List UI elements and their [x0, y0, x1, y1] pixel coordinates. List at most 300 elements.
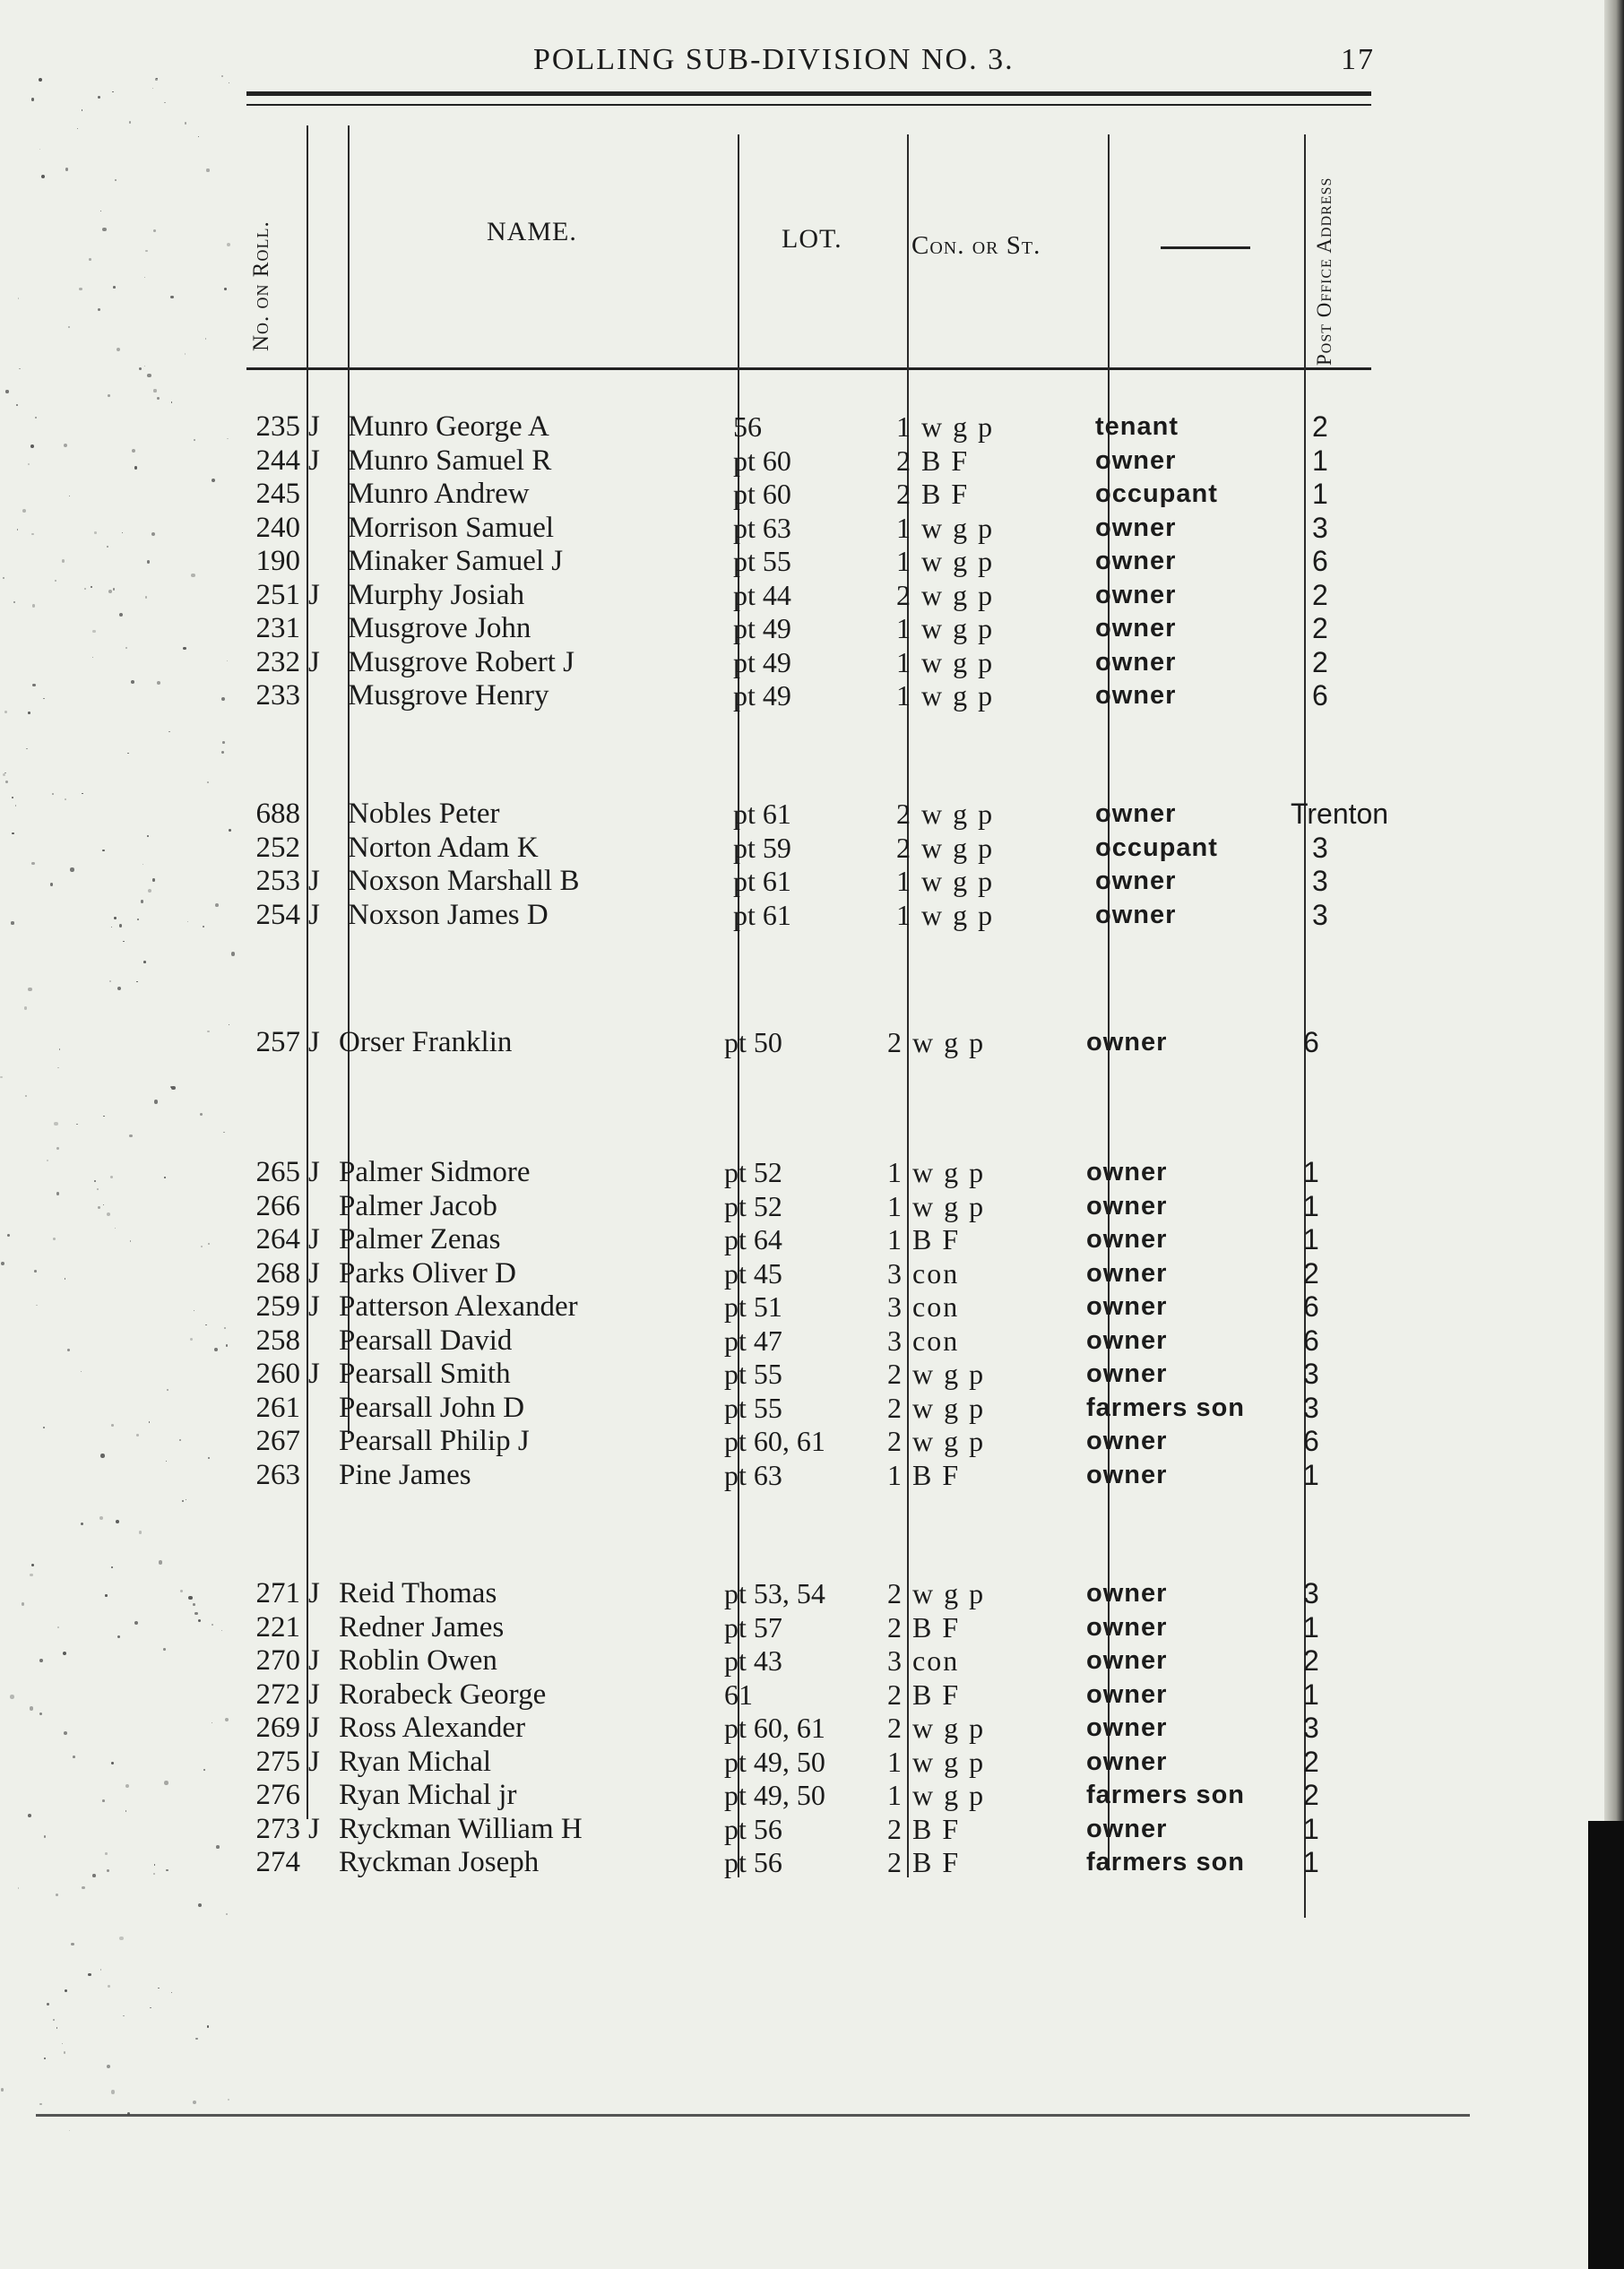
- speck: [145, 250, 147, 252]
- speck: [30, 444, 34, 448]
- speck: [139, 1531, 142, 1533]
- speck: [134, 466, 137, 469]
- voter-name: Roblin Owen: [339, 1644, 497, 1677]
- speck: [3, 773, 5, 776]
- voter-name: Pearsall David: [339, 1324, 513, 1357]
- speck: [39, 149, 40, 150]
- voter-name: Palmer Zenas: [339, 1223, 501, 1255]
- roll-number: 221: [255, 1610, 300, 1644]
- juror-mark: J: [308, 1577, 320, 1609]
- post-office: 2: [1303, 1745, 1319, 1778]
- lot: 56: [733, 410, 762, 443]
- voter-name: Palmer Sidmore: [339, 1156, 531, 1188]
- speck: [129, 1134, 133, 1138]
- roll-number: 231: [255, 612, 300, 644]
- speck: [28, 463, 30, 465]
- speck: [201, 1246, 203, 1247]
- roll-number: 240: [255, 511, 300, 544]
- concession: 2 B F: [896, 478, 970, 510]
- voter-name: Pearsall John D: [339, 1391, 525, 1424]
- speck: [127, 2112, 130, 2115]
- post-office: 1: [1303, 1458, 1319, 1491]
- speck: [117, 1635, 120, 1638]
- concession: 2 B F: [887, 1846, 961, 1878]
- speck: [141, 900, 144, 903]
- concession: 3 con: [887, 1324, 960, 1357]
- post-office: 1: [1312, 444, 1328, 477]
- juror-mark: J: [308, 1678, 320, 1711]
- speck: [98, 1206, 100, 1209]
- speck: [171, 1086, 175, 1090]
- lot: pt 55: [724, 1391, 782, 1424]
- concession: 1 w g p: [896, 511, 995, 544]
- speck: [12, 797, 13, 798]
- speck: [168, 731, 169, 732]
- speck: [227, 438, 228, 439]
- concession: 2 w g p: [896, 578, 995, 611]
- roll-number: 253: [255, 865, 300, 897]
- column-header-post-office: Post Office Address: [1313, 177, 1335, 366]
- speck: [214, 1348, 218, 1351]
- status: owner: [1095, 445, 1177, 475]
- speck: [99, 1516, 103, 1520]
- roll-number: 244: [255, 444, 300, 477]
- lot: pt 49, 50: [724, 1745, 825, 1778]
- status: owner: [1086, 1292, 1168, 1321]
- status: owner: [1095, 547, 1177, 575]
- speck: [108, 1985, 110, 1988]
- speck: [115, 179, 117, 181]
- speck: [107, 1212, 110, 1216]
- concession: 2 B F: [887, 1610, 961, 1644]
- speck: [52, 793, 54, 795]
- speck: [194, 439, 195, 441]
- juror-mark: J: [308, 1026, 320, 1058]
- speck: [59, 1048, 60, 1049]
- speck: [221, 751, 224, 754]
- juror-mark: J: [308, 1812, 320, 1845]
- speck: [149, 1421, 151, 1423]
- lot: pt 50: [724, 1026, 782, 1058]
- speck: [100, 1969, 102, 1971]
- column-header-lot: LOT.: [782, 224, 842, 254]
- speck: [143, 961, 146, 963]
- concession: 1 B F: [887, 1458, 961, 1491]
- speck: [157, 681, 160, 685]
- post-office: Trenton: [1291, 798, 1389, 830]
- status: occupant: [1095, 479, 1218, 508]
- speck: [56, 1192, 59, 1195]
- speck: [16, 404, 17, 405]
- speck: [193, 2101, 196, 2104]
- speck: [79, 288, 82, 290]
- speck: [198, 1619, 201, 1622]
- speck: [185, 353, 186, 355]
- speck: [88, 1973, 91, 1977]
- speck: [153, 1873, 155, 1875]
- voter-name: Ryan Michal: [339, 1745, 492, 1778]
- speck: [13, 601, 16, 604]
- status: owner: [1095, 867, 1177, 895]
- juror-mark: J: [308, 578, 320, 611]
- speck: [227, 660, 228, 661]
- speck: [103, 1204, 104, 1205]
- speck: [125, 1810, 127, 1812]
- speck: [148, 889, 151, 893]
- speck: [227, 243, 230, 246]
- speck: [103, 1116, 104, 1117]
- speck: [39, 1659, 43, 1662]
- lot: pt 60, 61: [724, 1425, 825, 1457]
- lot: pt 52: [724, 1156, 782, 1188]
- speck: [100, 1454, 104, 1457]
- speck: [113, 286, 116, 289]
- speck: [17, 529, 19, 531]
- speck: [39, 2103, 42, 2106]
- speck: [47, 2003, 49, 2006]
- page-title: POLLING SUB-DIVISION NO. 3.: [533, 43, 1015, 76]
- status: owner: [1086, 1258, 1168, 1288]
- roll-number: 268: [255, 1256, 300, 1290]
- post-office: 3: [1312, 898, 1328, 931]
- speck: [164, 102, 165, 103]
- speck: [198, 136, 199, 137]
- speck: [113, 588, 115, 590]
- speck: [98, 96, 100, 99]
- roll-number: 274: [255, 1846, 300, 1878]
- speck: [36, 1305, 37, 1306]
- speck: [62, 2043, 63, 2044]
- speck: [76, 1124, 77, 1125]
- speck: [82, 109, 83, 111]
- lot: pt 49: [733, 679, 791, 712]
- concession: 2 B F: [887, 1678, 961, 1711]
- post-office: 1: [1303, 1812, 1319, 1845]
- speck: [207, 2025, 209, 2027]
- juror-mark: J: [308, 1223, 320, 1255]
- roll-number: 259: [255, 1290, 300, 1323]
- speck: [39, 1713, 42, 1715]
- speck: [111, 1566, 113, 1568]
- concession: 2 w g p: [896, 831, 995, 864]
- post-office: 3: [1303, 1712, 1319, 1744]
- roll-number: 265: [255, 1156, 300, 1188]
- voter-name: Pine James: [339, 1458, 471, 1491]
- speck: [56, 1894, 58, 1896]
- post-office: 1: [1303, 1678, 1319, 1711]
- speck: [152, 878, 156, 882]
- voter-name: Noxson Marshall B: [348, 865, 580, 897]
- speck: [92, 1874, 96, 1877]
- post-office: 2: [1303, 1779, 1319, 1811]
- status: farmers son: [1086, 1781, 1246, 1809]
- speck: [190, 1338, 193, 1341]
- speck: [97, 1188, 99, 1190]
- concession: 3 con: [887, 1644, 960, 1677]
- speck: [111, 1424, 114, 1427]
- speck: [221, 75, 223, 77]
- speck: [206, 168, 209, 171]
- speck: [193, 1603, 195, 1606]
- speck: [119, 1937, 123, 1940]
- roll-number: 688: [255, 798, 300, 830]
- speck: [205, 338, 206, 339]
- lot: pt 51: [724, 1290, 782, 1323]
- lot: pt 55: [733, 545, 791, 577]
- status: owner: [1086, 1713, 1168, 1742]
- lot: 61: [724, 1678, 753, 1711]
- lot: pt 56: [724, 1846, 782, 1878]
- speck: [163, 1648, 166, 1651]
- speck: [179, 1439, 182, 1442]
- lot: pt 43: [724, 1644, 782, 1677]
- speck: [155, 78, 158, 81]
- speck: [7, 1234, 10, 1237]
- roll-number: 261: [255, 1391, 300, 1424]
- post-office: 3: [1312, 511, 1328, 544]
- roll-number: 264: [255, 1223, 300, 1255]
- speck: [94, 531, 96, 533]
- speck: [15, 805, 17, 807]
- concession: 1 w g p: [887, 1779, 986, 1811]
- juror-mark: J: [308, 1256, 320, 1290]
- speck: [71, 1943, 73, 1945]
- speck: [116, 1520, 119, 1523]
- speck: [166, 1461, 167, 1462]
- speck: [195, 2038, 197, 2040]
- speck: [119, 613, 123, 617]
- speck: [107, 2065, 110, 2068]
- speck: [102, 1799, 105, 1802]
- speck: [107, 1869, 109, 1872]
- speck: [65, 798, 66, 800]
- speck: [117, 987, 121, 990]
- speck: [102, 850, 105, 852]
- status: owner: [1095, 513, 1177, 542]
- lot: pt 60: [733, 478, 791, 510]
- lot: pt 47: [724, 1324, 782, 1357]
- speck: [102, 228, 106, 231]
- speck: [35, 417, 37, 418]
- roll-number: 232: [255, 645, 300, 678]
- status: owner: [1086, 1158, 1168, 1186]
- speck: [28, 988, 31, 991]
- speck: [84, 588, 86, 590]
- speck: [105, 1594, 107, 1596]
- status: owner: [1095, 681, 1177, 710]
- speck: [147, 374, 151, 377]
- speck: [198, 1903, 202, 1907]
- speck: [226, 1344, 229, 1347]
- post-office: 1: [1303, 1189, 1319, 1222]
- voter-name: Ross Alexander: [339, 1712, 526, 1744]
- status: owner: [1086, 1747, 1168, 1776]
- voter-name: Patterson Alexander: [339, 1290, 578, 1323]
- voter-name: Nobles Peter: [348, 798, 500, 830]
- post-office: 6: [1303, 1290, 1319, 1323]
- concession: 1 w g p: [896, 865, 995, 897]
- speck: [194, 1612, 197, 1615]
- speck: [203, 1769, 205, 1771]
- speck: [43, 1427, 45, 1428]
- lot: pt 61: [733, 798, 791, 830]
- post-office: 1: [1303, 1223, 1319, 1255]
- concession: 1 w g p: [887, 1156, 986, 1188]
- voter-name: Musgrove Henry: [348, 679, 549, 712]
- concession: 2 w g p: [887, 1026, 986, 1058]
- speck: [130, 1240, 131, 1241]
- status: owner: [1086, 1191, 1168, 1221]
- speck: [180, 1590, 183, 1592]
- roll-number: 270: [255, 1644, 300, 1677]
- concession: 2 w g p: [887, 1391, 986, 1424]
- concession: 1 w g p: [887, 1745, 986, 1778]
- speck: [1, 1262, 4, 1265]
- concession: 1 w g p: [896, 645, 995, 678]
- status: owner: [1095, 647, 1177, 677]
- speck: [18, 298, 20, 299]
- status: owner: [1086, 1427, 1168, 1455]
- speck: [225, 1718, 229, 1721]
- voter-name: Munro Samuel R: [348, 444, 552, 477]
- post-office: 6: [1303, 1425, 1319, 1457]
- page-number: 17: [1341, 43, 1375, 76]
- concession: 3 con: [887, 1290, 960, 1323]
- header-bottom-rule: [246, 367, 1371, 370]
- speck: [164, 1781, 168, 1784]
- speck: [69, 2130, 70, 2131]
- speck: [57, 1067, 58, 1068]
- speck: [81, 1523, 83, 1525]
- roll-number: 267: [255, 1425, 300, 1457]
- speck: [117, 348, 120, 351]
- speck: [57, 1626, 58, 1627]
- roll-number: 235: [255, 410, 300, 443]
- speck: [111, 1762, 114, 1764]
- post-office: 3: [1303, 1577, 1319, 1609]
- speck: [164, 1177, 165, 1178]
- speck: [125, 647, 127, 649]
- speck: [26, 748, 27, 749]
- speck: [147, 560, 151, 564]
- roll-number: 276: [255, 1779, 300, 1811]
- roll-number: 263: [255, 1458, 300, 1491]
- speck: [105, 1852, 108, 1855]
- concession: 1 B F: [887, 1223, 961, 1255]
- speck: [207, 781, 209, 783]
- speck: [30, 1706, 33, 1710]
- speck: [64, 1731, 67, 1735]
- speck: [32, 684, 35, 686]
- speck: [224, 288, 227, 290]
- lot: pt 57: [724, 1610, 782, 1644]
- post-office: 1: [1312, 478, 1328, 510]
- speck: [68, 326, 69, 327]
- concession: 2 w g p: [896, 798, 995, 830]
- voter-name: Minaker Samuel J: [348, 545, 564, 577]
- speck: [34, 1270, 37, 1273]
- speck: [47, 1160, 48, 1161]
- speck: [28, 712, 30, 714]
- lot: pt 61: [733, 865, 791, 897]
- speck: [112, 91, 114, 93]
- post-office: 2: [1303, 1256, 1319, 1290]
- speck: [154, 1100, 158, 1103]
- concession: 3 con: [887, 1256, 960, 1290]
- post-office: 3: [1303, 1358, 1319, 1390]
- lot: pt 52: [724, 1189, 782, 1222]
- voter-name: Parks Oliver D: [339, 1256, 516, 1290]
- post-office: 1: [1303, 1610, 1319, 1644]
- lot: pt 64: [724, 1223, 782, 1255]
- roll-number: 245: [255, 478, 300, 510]
- roll-number: 271: [255, 1577, 300, 1609]
- speck: [39, 78, 42, 82]
- speck: [56, 1147, 59, 1150]
- voter-name: Munro Andrew: [348, 478, 530, 510]
- lot: pt 60: [733, 444, 791, 477]
- speck: [150, 2007, 151, 2008]
- concession: 1 w g p: [896, 410, 995, 443]
- roll-number: 258: [255, 1324, 300, 1357]
- juror-mark: J: [308, 1644, 320, 1677]
- speck: [31, 533, 34, 536]
- speck: [109, 980, 111, 982]
- lot: pt 53, 54: [724, 1577, 825, 1609]
- post-office: 2: [1312, 578, 1328, 611]
- post-office: 2: [1303, 1644, 1319, 1677]
- voter-name: Musgrove John: [348, 612, 531, 644]
- status: owner: [1095, 900, 1177, 929]
- speck: [226, 1913, 228, 1915]
- speck: [1, 2088, 4, 2091]
- speck: [31, 862, 35, 866]
- voter-name: Redner James: [339, 1610, 505, 1644]
- voter-name: Orser Franklin: [339, 1026, 513, 1058]
- voter-name: Noxson James D: [348, 898, 549, 931]
- speck: [92, 657, 93, 658]
- juror-mark: J: [308, 1745, 320, 1778]
- speck: [136, 1434, 139, 1436]
- roll-number: 252: [255, 831, 300, 864]
- concession: 2 w g p: [887, 1712, 986, 1744]
- roll-number: 275: [255, 1745, 300, 1778]
- concession: 1 w g p: [896, 898, 995, 931]
- speck: [139, 367, 142, 370]
- concession: 2 w g p: [887, 1425, 986, 1457]
- speck: [221, 697, 225, 701]
- lot: pt 44: [733, 578, 791, 611]
- status: owner: [1086, 1460, 1168, 1489]
- speck: [54, 1122, 57, 1126]
- column-header-name: NAME.: [487, 217, 577, 246]
- status: owner: [1095, 580, 1177, 609]
- speck: [212, 1624, 213, 1626]
- juror-mark: J: [308, 1712, 320, 1744]
- speck: [212, 479, 215, 482]
- status: occupant: [1095, 833, 1218, 862]
- concession: 2 w g p: [887, 1577, 986, 1609]
- voter-name: Reid Thomas: [339, 1577, 497, 1609]
- speck: [151, 532, 155, 536]
- status: owner: [1086, 1028, 1168, 1057]
- speck: [25, 1095, 27, 1097]
- lot: pt 56: [724, 1812, 782, 1845]
- speck: [10, 1695, 13, 1698]
- speck: [64, 2051, 66, 2054]
- status: owner: [1086, 1612, 1168, 1642]
- voter-name: Munro George A: [348, 410, 549, 443]
